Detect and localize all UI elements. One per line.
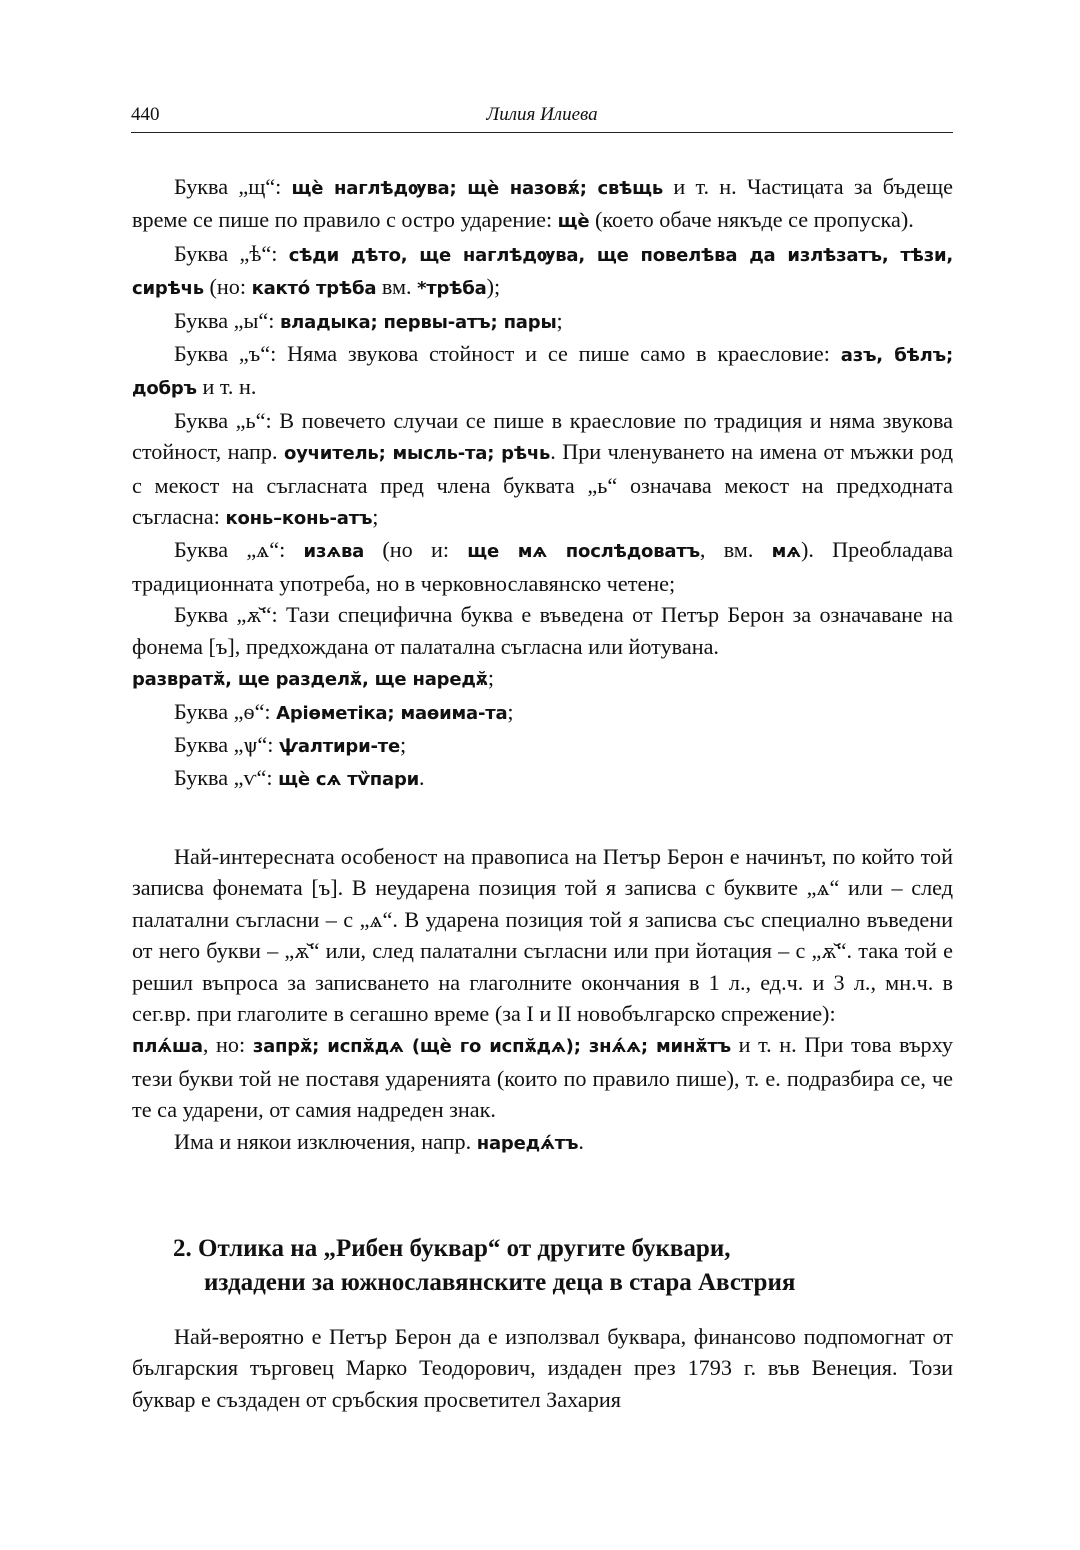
paragraph-text: Буква „ѧ“:	[174, 537, 304, 563]
paragraph-text: (но и:	[364, 537, 468, 563]
paragraph-text: и т. н. При това върху тези букви той не поставя ударенията (които по правило пише), т. е. подразбира се, че те са ударени, от самия надреден знак.	[132, 1032, 953, 1123]
church-slavonic-example: конь–конь-атъ	[225, 508, 373, 530]
main-paragraphs	[132, 841, 953, 1159]
paragraph-text: Буква „ѱ“:	[174, 731, 279, 757]
paragraph-text: вм.	[376, 274, 418, 300]
paragraph-text: (което обаче някъде се пропуска).	[589, 207, 914, 233]
paragraph-text: Буква „ѳ“:	[174, 698, 277, 724]
section-heading-line-1: 2. Отлика на „Рибен буквар“ от другите буквари,	[173, 1235, 731, 1262]
page-number: 440	[131, 104, 160, 125]
paragraph-text: Буква „щ“:	[174, 174, 292, 199]
paragraph-text: Буква „ѣ“:	[174, 240, 289, 266]
church-slavonic-example: ще мѧ послѣдоватъ	[467, 541, 700, 563]
paragraph-text: Буква „ь“: В повечето случаи се пише в краесловие по традиция и няма звукова стойност, напр.	[132, 407, 953, 465]
paragraph	[132, 729, 953, 762]
paragraph-text: ). Преобладава традиционната употреба, но в черковнославянско четене;	[132, 537, 954, 596]
paragraph-text: Буква „ъ“: Няма звукова стойност и се пише само в краесловие:	[174, 341, 841, 367]
church-slavonic-example: както́ трѣба	[251, 278, 377, 300]
paragraph-text: ;	[372, 504, 379, 530]
section-paragraphs	[132, 1321, 953, 1415]
paragraph	[132, 238, 953, 305]
church-slavonic-example: оучитель; мысль-та; рѣчь	[283, 443, 551, 465]
running-header	[131, 104, 953, 133]
paragraph	[132, 841, 953, 1029]
section-heading	[173, 1232, 953, 1300]
church-slavonic-example: щѐ наглѣдѹва; щѐ назовѫ́; свѣщь	[291, 178, 664, 199]
church-slavonic-example: сѣди дѣто, ще наглѣдѹва, ще повелѣва да излѣзатъ, тѣзи, сирѣчь	[132, 244, 953, 300]
paragraph-text: и т. н. Частицата за бъдеще време се пише по правило с остро ударение:	[132, 174, 953, 233]
church-slavonic-example: азъ, бѣлъ; добръ	[132, 345, 953, 400]
church-slavonic-example: щѐ	[557, 211, 590, 233]
paragraph-text: ;	[487, 665, 495, 691]
church-slavonic-example: изѧва	[303, 541, 365, 563]
paragraph-text: );	[486, 274, 501, 300]
paragraph-text: Буква „ы“:	[174, 307, 280, 333]
paragraph	[132, 171, 953, 238]
paragraph-text: Буква „ѵ“:	[174, 765, 279, 791]
paragraph-text: .	[419, 765, 425, 791]
church-slavonic-example: ѱалтири-те	[278, 735, 401, 757]
paragraph-text: Най-вероятно е Петър Берон да е използвал буквара, финансово подпомогнат от българския търговец Марко Теодорович, издаден през 1793 г. във Венеция. Този буквар е създаден от сръбския просветител Захария	[132, 1324, 953, 1412]
letters-list	[132, 171, 953, 796]
paragraph	[132, 1029, 953, 1125]
paragraph	[132, 1321, 953, 1415]
paragraph-text: .	[578, 1128, 584, 1154]
paragraph-text: . При членуването на имена от мъжки род с мекост на съгласната пред члена буквата „ь“ означава мекост на предходната съгласна:	[132, 439, 953, 530]
paragraph	[132, 534, 953, 599]
church-slavonic-example: развратѫ̆, ще разделѫ̆, ще наредѫ̆	[132, 669, 488, 691]
church-slavonic-example: щѐ сѧ тѷпари	[278, 769, 420, 791]
church-slavonic-example: Аріѳметіка; маѳима-та	[276, 702, 508, 724]
church-slavonic-example: мѧ	[771, 541, 801, 563]
paragraph	[132, 405, 953, 535]
church-slavonic-example: *трѣба	[417, 278, 487, 300]
paragraph	[132, 762, 953, 795]
paragraph-text: Има и някои изключения, напр.	[174, 1128, 477, 1154]
paragraph-text: , вм.	[699, 537, 772, 563]
section-heading-line-2: издадени за южнославянските деца в стара Австрия	[204, 1269, 796, 1296]
paragraph-text: Буква „ѫ̆“: Тази специфична буква е въведена от Петър Берон за означаване на фонема [ъ], предхождана от палатална съгласна или йотувана.	[132, 602, 953, 659]
paragraph-text: и т. н.	[196, 374, 257, 400]
church-slavonic-example: запрѫ̆; испѫ̆дѧ (щѐ го испѫ̆дѧ); знѧ́ѧ; минѫ̆тъ	[252, 1036, 731, 1058]
paragraph	[132, 696, 953, 729]
paragraph	[132, 599, 953, 662]
church-slavonic-example: владыка; первы-атъ; пары	[279, 311, 557, 333]
paragraph-text: (но:	[203, 274, 252, 300]
paragraph-text: Най-интересната особеност на правописа на Петър Берон е начинът, по който той записва фонемата [ъ]. В неударена позиция той я записва с буквите „ѧ“ или – след палатални съгласни – с „ѧ“. В ударена позиция той я записва със специално въведени от него букви – „ѫ̆“ или, след палатални съгласни или при йотация – с „ѫ̆“. така той е решил въпроса за записването на глаголните окончания в 1 л., ед.ч. и 3 л., мн.ч. в сег.вр. при глаголите в сегашно време (за I и II новобългарско спрежение):	[132, 844, 953, 1027]
church-slavonic-example: плѧ́ша	[132, 1036, 203, 1058]
paragraph-text: ;	[556, 307, 563, 333]
paragraph	[132, 1126, 953, 1159]
running-title-author: Лилия Илиева	[486, 104, 598, 125]
paragraph-text: ;	[400, 731, 407, 757]
paragraph	[132, 662, 953, 695]
church-slavonic-example: наредѧ́тъ	[476, 1132, 579, 1154]
paragraph-text: , но:	[202, 1032, 253, 1058]
paragraph-text: ;	[507, 698, 514, 724]
paragraph	[132, 305, 953, 338]
paragraph	[132, 338, 953, 405]
